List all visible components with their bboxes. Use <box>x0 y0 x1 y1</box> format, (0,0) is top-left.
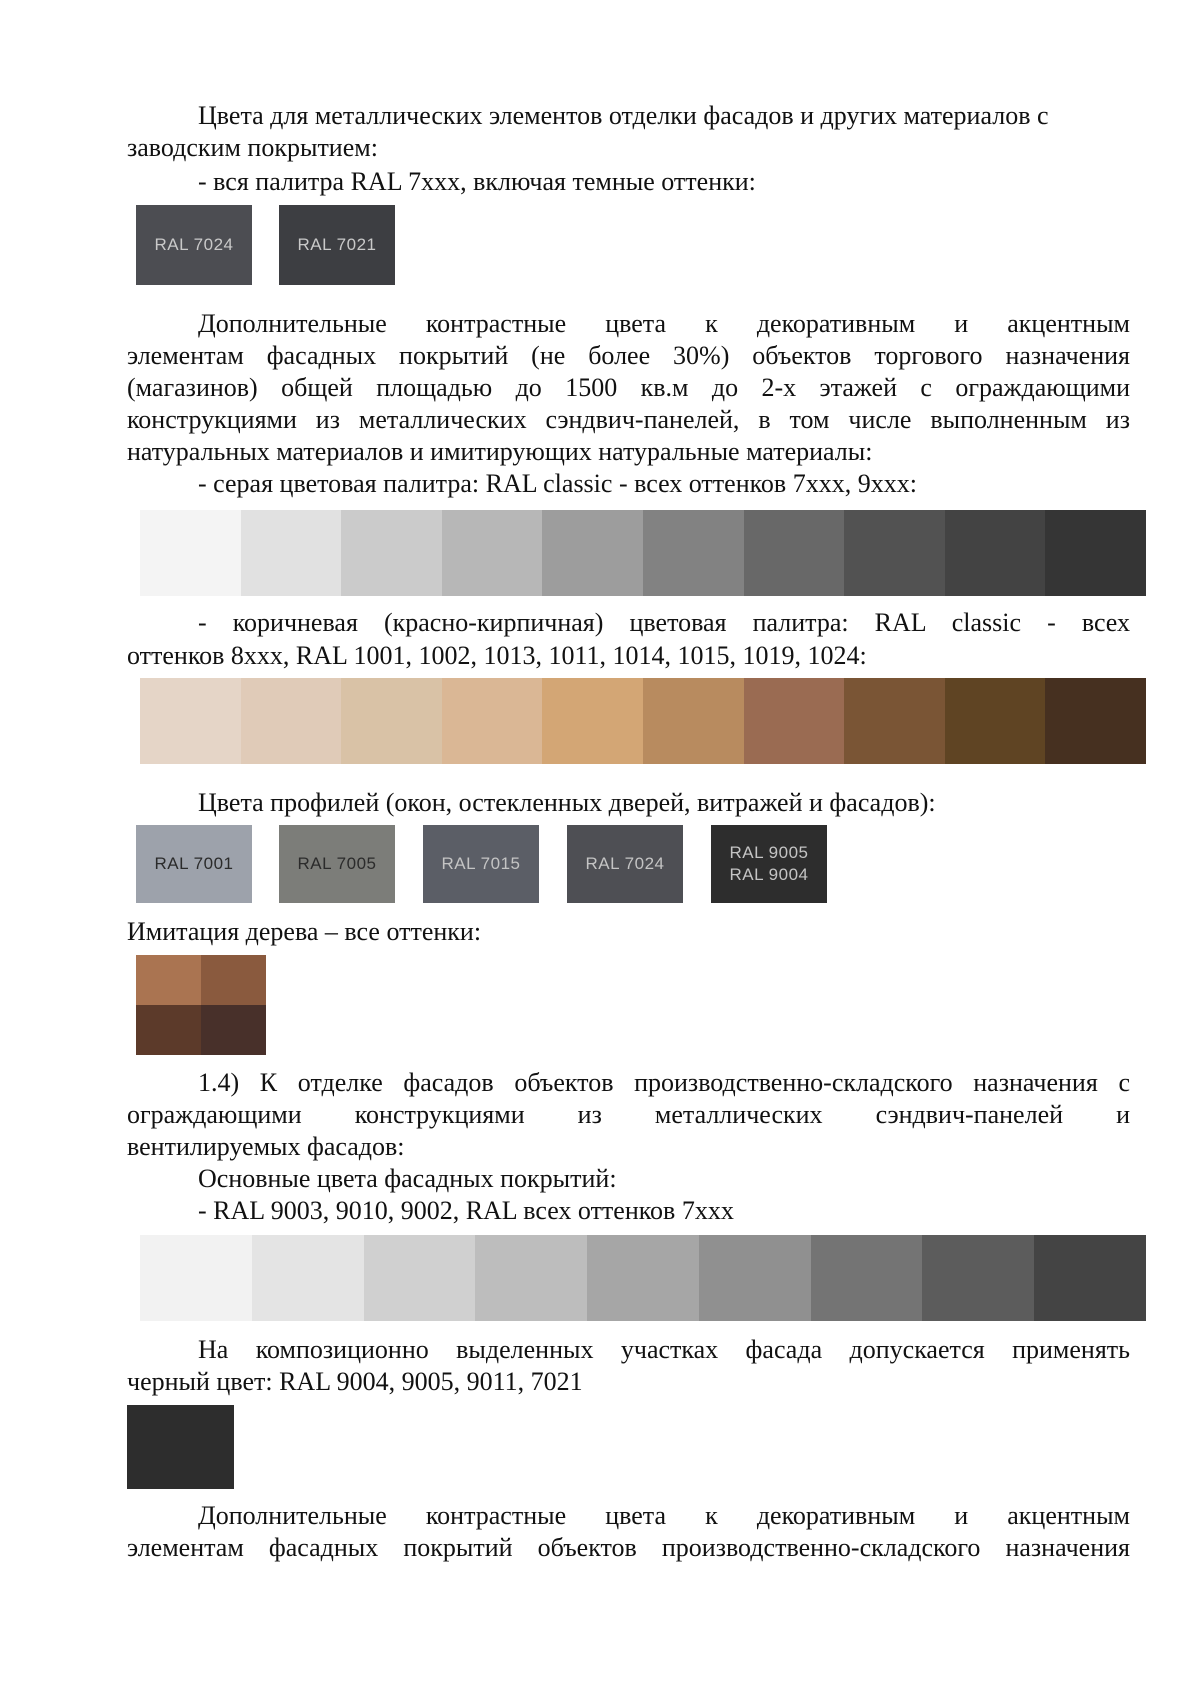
gray-palette-swatch <box>442 510 543 596</box>
brown-palette-swatch <box>945 678 1046 764</box>
wood-tone-swatch <box>201 955 266 1005</box>
gray-palette-swatch <box>844 510 945 596</box>
industrial-palette-swatch <box>475 1235 587 1321</box>
text-line: черный цвет: RAL 9004, 9005, 9011, 7021 <box>127 1367 583 1396</box>
wood-tone-swatch <box>136 1005 201 1055</box>
industrial-palette-strip <box>140 1235 1146 1321</box>
industrial-palette-swatch <box>140 1235 252 1321</box>
text-line: Дополнительные контрастные цвета к декоративным и акцентным <box>198 1501 1130 1530</box>
gray-palette-strip <box>140 510 1146 596</box>
brown-palette-swatch <box>542 678 643 764</box>
text-line: элементам фасадных покрытий (не более 30%) объектов торгового назначения <box>127 341 1130 370</box>
industrial-palette-swatch <box>252 1235 364 1321</box>
wood-imitation-swatch <box>136 955 266 1055</box>
text-line: 1.4) К отделке фасадов объектов производственно-складского назначения с <box>198 1068 1130 1097</box>
text-line: Имитация дерева – все оттенки: <box>127 917 482 946</box>
text-line: конструкциями из металлических сэндвич-панелей, в том числе выполненным из <box>127 405 1130 434</box>
wood-tone-swatch <box>136 955 201 1005</box>
text-line: - серая цветовая палитра: RAL classic - всех оттенков 7xxx, 9xxx: <box>198 469 917 498</box>
profile-swatch: RAL 7024 <box>567 825 683 903</box>
profile-swatch: RAL 7015 <box>423 825 539 903</box>
black-color-swatch <box>127 1405 234 1489</box>
text-line: ограждающими конструкциями из металлических сэндвич-панелей и <box>127 1100 1130 1129</box>
gray-palette-swatch <box>140 510 241 596</box>
industrial-palette-swatch <box>1034 1235 1146 1321</box>
gray-palette-swatch <box>241 510 342 596</box>
gray-palette-swatch <box>1045 510 1146 596</box>
profile-swatch: RAL 7005 <box>279 825 395 903</box>
text-line: - коричневая (красно-кирпичная) цветовая палитра: RAL classic - всех <box>198 608 1130 637</box>
text-line: Цвета для металлических элементов отделки фасадов и других материалов с <box>198 101 1049 130</box>
text-line: - вся палитра RAL 7xxx, включая темные оттенки: <box>198 167 756 196</box>
brown-palette-swatch <box>241 678 342 764</box>
gray-palette-swatch <box>542 510 643 596</box>
profile-swatch <box>711 825 827 903</box>
text-line: Основные цвета фасадных покрытий: <box>198 1164 617 1193</box>
brown-palette-swatch <box>1045 678 1146 764</box>
text-line: Дополнительные контрастные цвета к декоративным и акцентным <box>198 309 1130 338</box>
brown-palette-swatch <box>643 678 744 764</box>
text-line: Цвета профилей (окон, остекленных дверей, витражей и фасадов): <box>198 788 936 817</box>
brown-palette-swatch <box>341 678 442 764</box>
brown-palette-swatch <box>442 678 543 764</box>
industrial-palette-swatch <box>699 1235 811 1321</box>
profile-swatch-label: RAL 9004 <box>729 865 809 884</box>
wood-tone-swatch <box>201 1005 266 1055</box>
text-line: вентилируемых фасадов: <box>127 1132 405 1161</box>
industrial-palette-swatch <box>811 1235 923 1321</box>
industrial-palette-swatch <box>587 1235 699 1321</box>
text-line: натуральных материалов и имитирующих натуральные материалы: <box>127 437 873 466</box>
brown-palette-swatch <box>744 678 845 764</box>
brown-palette-swatch <box>140 678 241 764</box>
text-line: На композиционно выделенных участках фасада допускается применять <box>198 1335 1130 1364</box>
gray-palette-swatch <box>945 510 1046 596</box>
brown-palette-swatch <box>844 678 945 764</box>
ral-swatch: RAL 7024 <box>136 205 252 285</box>
gray-palette-swatch <box>744 510 845 596</box>
ral-swatch: RAL 7021 <box>279 205 395 285</box>
text-line: оттенков 8xxx, RAL 1001, 1002, 1013, 1011, 1014, 1015, 1019, 1024: <box>127 641 867 670</box>
brown-palette-strip <box>140 678 1146 764</box>
profile-swatch-label: RAL 9005 <box>729 843 809 862</box>
text-line: заводским покрытием: <box>127 133 378 162</box>
text-line: (магазинов) общей площадью до 1500 кв.м до 2-х этажей с ограждающими <box>127 373 1130 402</box>
profile-swatch: RAL 7001 <box>136 825 252 903</box>
gray-palette-swatch <box>341 510 442 596</box>
gray-palette-swatch <box>643 510 744 596</box>
industrial-palette-swatch <box>922 1235 1034 1321</box>
text-line: элементам фасадных покрытий объектов производственно-складского назначения <box>127 1533 1130 1562</box>
text-line: - RAL 9003, 9010, 9002, RAL всех оттенков 7xxx <box>198 1196 734 1225</box>
industrial-palette-swatch <box>364 1235 476 1321</box>
